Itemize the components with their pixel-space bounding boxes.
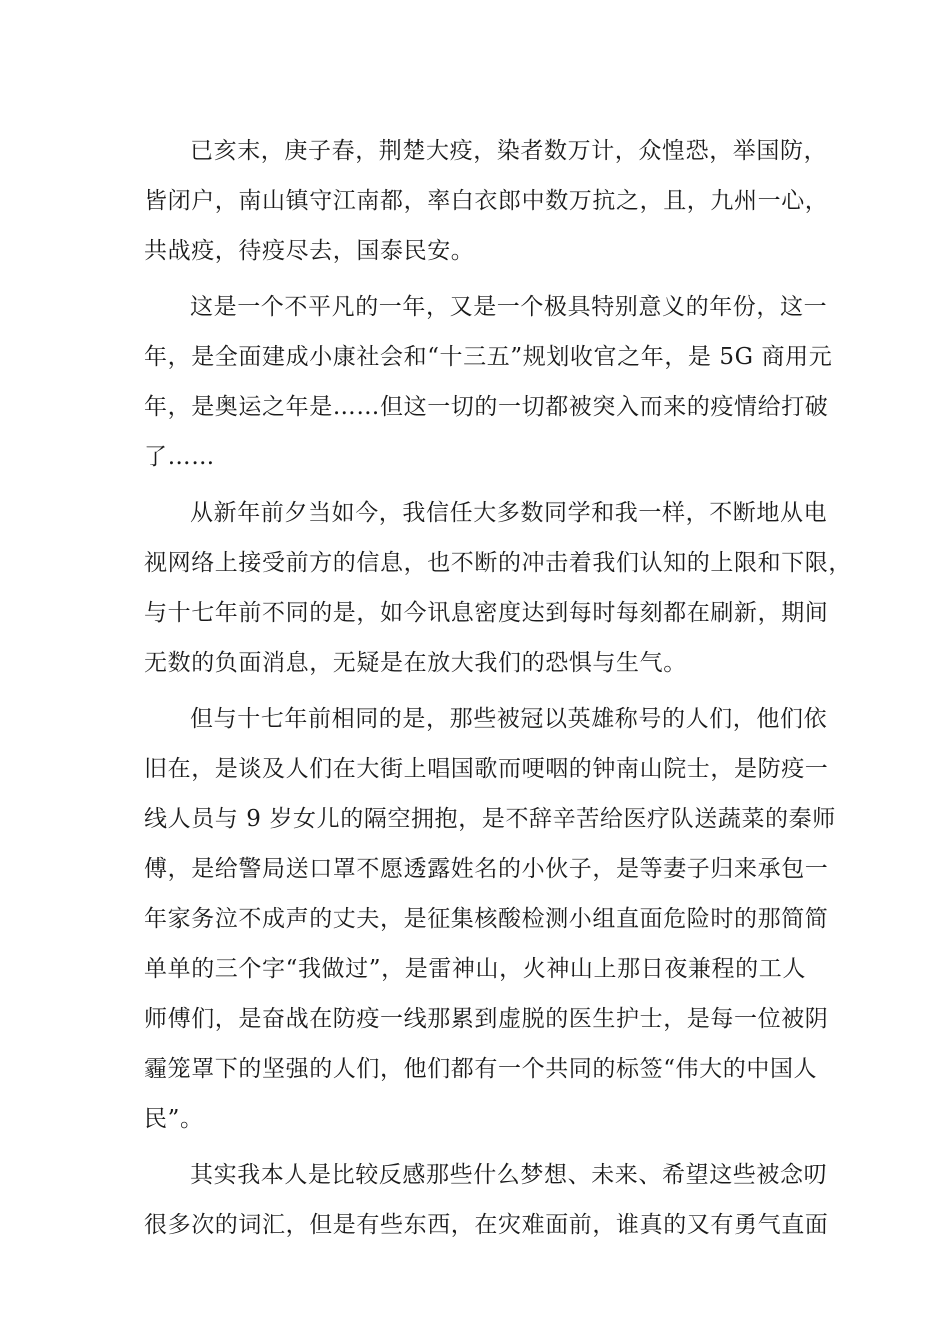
text-line: 但与十七年前相同的是，那些被冠以英雄称号的人们，他们依 bbox=[190, 706, 828, 732]
text-line: 共战疫，待疫尽去，国泰民安。 bbox=[144, 238, 475, 264]
paragraph-3 bbox=[144, 488, 852, 688]
text-line: 霾笼罩下的坚强的人们，他们都有一个共同的标签“伟大的中国人 bbox=[144, 1056, 818, 1082]
text-line: 年，是全面建成小康社会和“十三五”规划收官之年，是 5G 商用元 bbox=[144, 344, 833, 370]
document-body bbox=[144, 126, 852, 1250]
text-line: 视网络上接受前方的信息，也不断的冲击着我们认知的上限和下限， bbox=[144, 550, 852, 576]
text-line: 民”。 bbox=[144, 1106, 204, 1132]
text-line: 这是一个不平凡的一年，又是一个极具特别意义的年份，这一 bbox=[190, 294, 828, 320]
text-line: 旧在，是谈及人们在大街上唱国歌而哽咽的钟南山院士，是防疫一 bbox=[144, 756, 829, 782]
text-line: 皆闭户，南山镇守江南都，率白衣郎中数万抗之，且，九州一心， bbox=[144, 188, 829, 214]
text-line: 已亥末，庚子春，荆楚大疫，染者数万计，众惶恐，举国防， bbox=[190, 138, 828, 164]
text-line: 师傅们，是奋战在防疫一线那累到虚脱的医生护士，是每一位被阴 bbox=[144, 1006, 829, 1032]
text-line: 无数的负面消息，无疑是在放大我们的恐惧与生气。 bbox=[144, 650, 687, 676]
text-line: 年，是奥运之年是……但这一切的一切都被突入而来的疫情给打破 bbox=[144, 394, 829, 420]
paragraph-1 bbox=[144, 126, 829, 276]
text-line: 年家务泣不成声的丈夫，是征集核酸检测小组直面危险时的那简简 bbox=[144, 906, 829, 932]
paragraph-4 bbox=[144, 694, 836, 1144]
text-line: 其实我本人是比较反感那些什么梦想、未来、希望这些被念叨 bbox=[190, 1162, 828, 1188]
text-line: 了…… bbox=[144, 444, 215, 470]
text-line: 单单的三个字“我做过”，是雷神山，火神山上那日夜兼程的工人 bbox=[144, 956, 806, 982]
text-line: 傅，是给警局送口罩不愿透露姓名的小伙子，是等妻子归来承包一 bbox=[144, 856, 829, 882]
paragraph-2 bbox=[144, 282, 833, 482]
text-line: 从新年前夕当如今，我信任大多数同学和我一样，不断地从电 bbox=[190, 500, 828, 526]
text-line: 很多次的词汇，但是有些东西，在灾难面前，谁真的又有勇气直面 bbox=[144, 1212, 829, 1238]
paragraph-5 bbox=[144, 1150, 829, 1250]
text-line: 与十七年前不同的是，如今讯息密度达到每时每刻都在刷新，期间 bbox=[144, 600, 829, 626]
text-line: 线人员与 9 岁女儿的隔空拥抱，是不辞辛苦给医疗队送蔬菜的秦师 bbox=[144, 806, 836, 832]
